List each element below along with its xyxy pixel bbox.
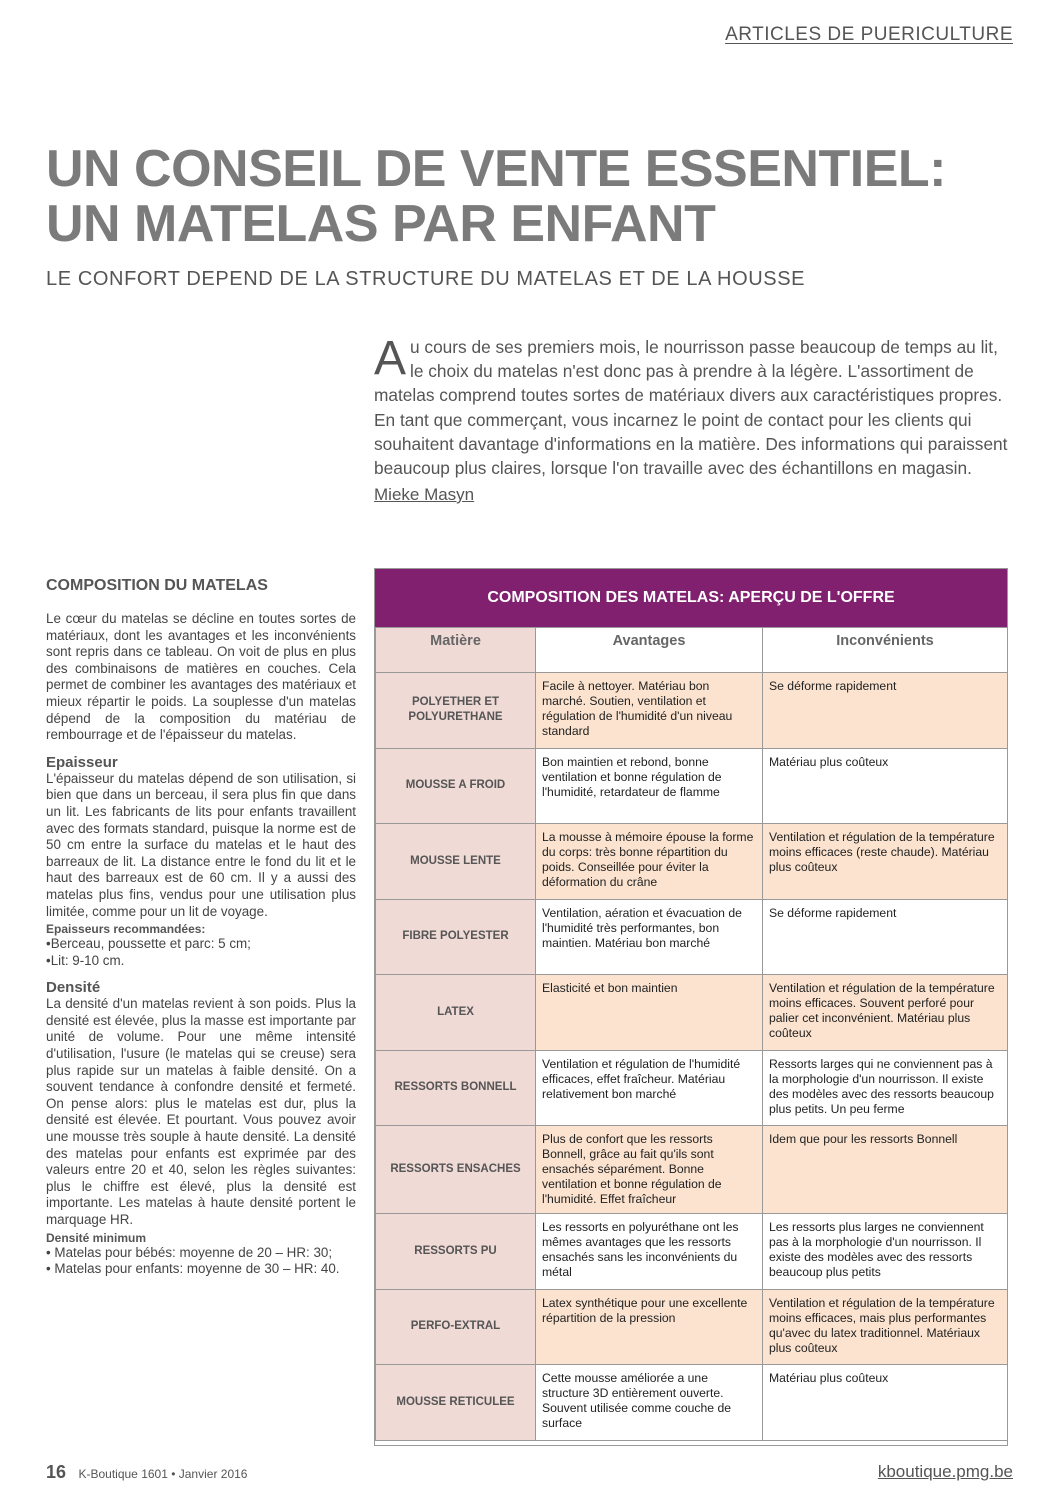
- subtitle: LE CONFORT DEPEND DE LA STRUCTURE DU MATELAS ET DE LA HOUSSE: [46, 268, 806, 290]
- cell-matiere: MOUSSE LENTE: [376, 824, 536, 900]
- header-matiere: Matière: [376, 628, 536, 673]
- list-item: •Lit: 9-10 cm.: [46, 952, 125, 968]
- cell-avantages: Elasticité et bon maintien: [536, 975, 763, 1051]
- cell-inconvenients: Matériau plus coûteux: [763, 748, 1008, 824]
- table-row: [376, 748, 1008, 824]
- cell-avantages: Bon maintien et rebond, bonne ventilation et bonne régulation de l'humidité, retardateur de flamme: [536, 748, 763, 824]
- header-avantages: Avantages: [536, 628, 763, 673]
- cell-matiere: RESSORTS PU: [376, 1214, 536, 1290]
- table-row: [376, 975, 1008, 1051]
- cell-inconvenients: Ventilation et régulation de la température moins efficaces. Souvent perforé pour palier cet inconvénient. Matériau plus coûteux: [763, 975, 1008, 1051]
- cell-avantages: Plus de confort que les ressorts Bonnell, grâce au fait qu'ils sont ensachés séparément. Bonne ventilation et bonne régulation de l'humidité. Effet fraîcheur: [536, 1126, 763, 1214]
- cell-avantages: Facile à nettoyer. Matériau bon marché. Soutien, ventilation et régulation de l'humidité d'un niveau standard: [536, 673, 763, 749]
- section-tag: ARTICLES DE PUERICULTURE: [725, 24, 1013, 45]
- cell-matiere: MOUSSE A FROID: [376, 748, 536, 824]
- epaisseur-heading: Epaisseur: [46, 753, 118, 771]
- footer-site-link[interactable]: kboutique.pmg.be: [877, 1462, 1013, 1481]
- byline: Mieke Masyn: [374, 485, 475, 504]
- cell-matiere: RESSORTS BONNELL: [376, 1050, 536, 1126]
- table-title: COMPOSITION DES MATELAS: APERÇU DE L'OFFRE: [375, 569, 1007, 627]
- epaisseurs-list: [46, 936, 356, 969]
- cell-inconvenients: Ventilation et régulation de la température moins efficaces, mais plus performantes qu'avec du latex traditionnel. Matériaux plus coûteux: [763, 1289, 1008, 1365]
- header-inconvenients: Inconvénients: [763, 628, 1008, 673]
- table-row: [376, 673, 1008, 749]
- table-row: [376, 1365, 1008, 1441]
- list-item: •Berceau, poussette et parc: 5 cm;: [46, 936, 251, 952]
- cell-matiere: LATEX: [376, 975, 536, 1051]
- cell-inconvenients: Ventilation et régulation de la température moins efficaces (reste chaude). Matériau plus coûteux: [763, 824, 1008, 900]
- table-row: [376, 1126, 1008, 1214]
- headline: [46, 142, 1006, 252]
- epaisseurs-label: Epaisseurs recommandées:: [46, 922, 206, 937]
- densite-list: [46, 1245, 356, 1278]
- table-row: [376, 1214, 1008, 1290]
- composition-heading: COMPOSITION DU MATELAS: [46, 577, 268, 594]
- footer-left: [46, 1462, 247, 1483]
- cell-inconvenients: Ressorts larges qui ne conviennent pas à la morphologie d'un nourrisson. Il existe des modèles avec des ressorts beaucoup plus petits. Un peu ferme: [763, 1050, 1008, 1126]
- composition-table: [374, 568, 1008, 1446]
- cell-matiere: MOUSSE RETICULEE: [376, 1365, 536, 1441]
- cell-matiere: POLYETHER ET POLYURETHANE: [376, 673, 536, 749]
- headline-line-1: UN CONSEIL DE VENTE ESSENTIEL:: [46, 140, 946, 198]
- intro-text: u cours de ses premiers mois, le nourrisson passe beaucoup de temps au lit, le choix du matelas n'est donc pas à prendre à la légère. L'assortiment de matelas comprend toutes sortes de matériaux divers aux caractéristiques propres. En tant que commerçant, vous incarnez le point de contact pour les clients qui souhaitent davantage d'informations en la matière. Des informations qui paraissent beaucoup plus claires, lorsque l'on travaille avec des échantillons en magasin.: [374, 337, 1008, 479]
- cell-avantages: Ventilation et régulation de l'humidité efficaces, effet fraîcheur. Matériau relativement bon marché: [536, 1050, 763, 1126]
- cell-inconvenients: Matériau plus coûteux: [763, 1365, 1008, 1441]
- table-row: [376, 1289, 1008, 1365]
- data-table: [375, 627, 1008, 1441]
- densite-label: Densité minimum: [46, 1230, 147, 1245]
- cell-inconvenients: Les ressorts plus larges ne conviennent pas à la morphologie d'un nourrisson. Il existe des modèles avec des ressorts beaucoup plus petits: [763, 1214, 1008, 1290]
- headline-line-2: UN MATELAS PAR ENFANT: [46, 195, 716, 253]
- page-number: 16: [46, 1462, 67, 1482]
- issue-info: K-Boutique 1601 • Janvier 2016: [78, 1467, 248, 1481]
- cell-matiere: FIBRE POLYESTER: [376, 899, 536, 975]
- epaisseur-paragraph: L'épaisseur du matelas dépend de son utilisation, si bien que dans un berceau, il sera plus fin que dans un lit. Les fabricants de lits pour enfants travaillent avec des formats standard, puisque la norme est de 50 cm entre la surface du matelas et le haut des barreaux de lit. La distance entre le fond du lit et le haut des barreaux est de 60 cm. Il y a aussi des matelas plus fins, vendus pour une utilisation plus limitée, comme pour un lit de voyage.: [46, 770, 356, 919]
- densite-paragraph: La densité d'un matelas revient à son poids. Plus la densité est élevée, plus la masse est importante par unité de volume. Pour une même intensité d'utilisation, l'usure (le matelas qui se creuse) sera plus rapide sur un matelas à faible densité. On a souvent tendance à confondre densité et fermeté. On pense alors: plus le matelas est dur, plus la densité est élevée. Et pourtant. Vous pouvez avoir une mousse très souple à haute densité. La densité des matelas pour enfants est exprimée par des valeurs entre 20 et 40, selon les règles suivantes: plus le chiffre est élevé, plus la densité est importante. Les matelas à haute densité portent le marquage HR.: [46, 996, 356, 1227]
- table-row: [376, 899, 1008, 975]
- cell-avantages: Ventilation, aération et évacuation de l'humidité très performantes, bon maintien. Matériau bon marché: [536, 899, 763, 975]
- densite-heading: Densité: [46, 979, 101, 997]
- left-column: [46, 577, 356, 1278]
- cell-avantages: Les ressorts en polyuréthane ont les mêmes avantages que les ressorts ensachés sans les inconvénients du métal: [536, 1214, 763, 1290]
- cell-avantages: Cette mousse améliorée a une structure 3D entièrement ouverte. Souvent utilisée comme couche de surface: [536, 1365, 763, 1441]
- cell-inconvenients: Se déforme rapidement: [763, 673, 1008, 749]
- list-item: • Matelas pour bébés: moyenne de 20 – HR: 30;: [46, 1244, 333, 1260]
- cell-matiere: RESSORTS ENSACHES: [376, 1126, 536, 1214]
- cell-avantages: La mousse à mémoire épouse la forme du corps: très bonne répartition du poids. Conseillée pour éviter la déformation du crâne: [536, 824, 763, 900]
- cell-inconvenients: Se déforme rapidement: [763, 899, 1008, 975]
- table-row: [376, 824, 1008, 900]
- table-header-row: [376, 628, 1008, 673]
- intro-dropcap: A: [374, 332, 407, 385]
- cell-inconvenients: Idem que pour les ressorts Bonnell: [763, 1126, 1008, 1214]
- cell-matiere: PERFO-EXTRAL: [376, 1289, 536, 1365]
- cell-avantages: Latex synthétique pour une excellente répartition de la pression: [536, 1289, 763, 1365]
- intro-paragraph: [374, 332, 1014, 480]
- list-item: • Matelas pour enfants: moyenne de 30 – HR: 40.: [46, 1261, 340, 1277]
- table-row: [376, 1050, 1008, 1126]
- composition-paragraph: Le cœur du matelas se décline en toutes sortes de matériaux, dont les avantages et les inconvénients sont repris dans ce tableau. On voit de plus en plus des combinaisons de matières en couches. Cela permet de combiner les avantages des matériaux et mieux répartir le poids. La souplesse d'un matelas dépend de la composition du matériau de rembourrage et de l'épaisseur du matelas.: [46, 611, 356, 743]
